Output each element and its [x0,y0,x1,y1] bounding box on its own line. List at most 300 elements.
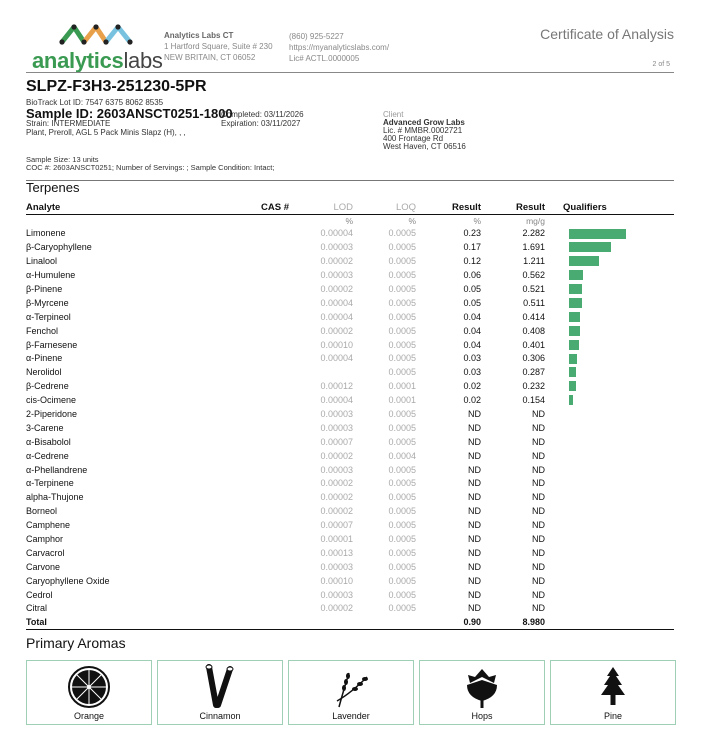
sample-details [26,156,274,172]
empty-cell [353,615,416,629]
loq-value: 0.0005 [388,256,416,267]
total-row [26,615,674,629]
qualifier-cell [545,407,674,421]
lod-value: 0.00007 [320,520,353,531]
page-number: 2 of 5 [652,61,670,68]
lod-value: 0.00002 [320,256,353,267]
cas-number [256,338,289,352]
result-mg: 0.401 [522,339,545,350]
result-pct: 0.04 [463,325,481,336]
result-mg: ND [532,575,545,586]
table-row [26,546,674,560]
loq-value: 0.0005 [388,561,416,572]
product-description: Plant, Preroll, AGL 5 Pack Minis Slapz (H), , , [26,128,186,137]
completed-date: Completed: 03/11/2026 [221,110,304,119]
cas-number [256,532,289,546]
lod-value: 0.00003 [320,422,353,433]
orange-slice-icon [67,665,111,709]
loq-value: 0.0005 [388,547,416,558]
cas-number [256,490,289,504]
result-mg: ND [532,561,545,572]
total-pct: 0.90 [416,615,481,629]
table-row [26,352,674,366]
qualifier-cell [545,296,674,310]
primary-aromas [26,660,676,725]
cas-number [256,310,289,324]
table-row [26,532,674,546]
analyte-name: β-Cedrene [26,381,69,392]
cas-number [256,518,289,532]
lod-value: 0.00002 [320,478,353,489]
result-bar [569,229,626,239]
result-pct: ND [468,603,481,614]
aroma-card-orange [26,660,152,725]
qualifier-cell [545,324,674,338]
result-bar [569,395,573,405]
analyte-name: Limonene [26,228,66,239]
cas-number [256,546,289,560]
total-mg: 8.980 [481,615,545,629]
lod-value: 0.00004 [320,353,353,364]
aroma-label: Cinnamon [199,711,241,721]
lab-phone: (860) 925-5227 [289,32,344,41]
qualifier-cell [545,602,674,616]
aroma-label: Orange [73,711,105,721]
cas-number [256,435,289,449]
loq-value: 0.0005 [388,242,416,253]
section-divider [26,180,674,181]
cas-number [256,379,289,393]
analyte-name: α-Terpineol [26,311,71,322]
column-header-loq: LOQ [353,202,416,214]
lod-value: 0.00010 [320,339,353,350]
cas-number [256,393,289,407]
table-row [26,574,674,588]
qualifier-cell [545,574,674,588]
analyte-name: β-Pinene [26,284,63,294]
table-row [26,588,674,602]
lod-value: 0.00010 [320,575,353,586]
result-pct: 0.03 [463,367,481,378]
result-pct: 0.23 [463,228,481,239]
result-pct: ND [468,506,481,517]
lab-name: Analytics Labs CT [164,31,234,40]
result-pct: 0.05 [463,284,481,294]
logo-wave-icon [58,22,136,48]
loq-value: 0.0005 [388,520,416,531]
lod-value: 0.00003 [320,242,353,253]
result-mg: 1.211 [523,256,545,267]
lod-value: 0.00004 [320,311,353,322]
analyte-name: β-Farnesene [26,339,78,350]
page-header [0,0,702,72]
result-pct: 0.03 [463,353,481,364]
cinnamon-stick-icon [203,663,237,709]
lod-value: 0.00013 [320,547,353,558]
cas-number [256,240,289,254]
qualifier-cell [545,365,674,379]
document-title: Certificate of Analysis [540,26,674,42]
expiration-date: Expiration: 03/11/2027 [221,119,301,128]
table-row [26,310,674,324]
client-label: Client [383,110,404,119]
result-bar [569,354,577,364]
analyte-name: 2-Piperidone [26,409,78,420]
table-row [26,365,674,379]
result-bar [569,256,599,266]
qualifier-cell [545,254,674,268]
analyte-name: α-Phellandrene [26,464,88,475]
lod-value: 0.00002 [320,325,353,336]
lod-value: 0.00002 [320,284,353,294]
lod-value: 0.00002 [320,506,353,517]
table-row [26,268,674,282]
lod-value: 0.00004 [320,395,353,406]
result-mg: 0.154 [522,395,545,406]
result-mg: ND [532,409,545,420]
lod-value: 0.00003 [320,409,353,420]
qualifier-cell [545,490,674,504]
result-pct: ND [468,589,481,600]
lab-info [164,30,273,63]
result-mg: ND [532,422,545,433]
loq-value: 0.0005 [388,478,416,489]
unit-result-pct: % [473,215,481,226]
analyte-name: Cedrol [26,589,53,600]
qualifier-cell [545,435,674,449]
result-mg: ND [532,603,545,614]
qualifier-cell [545,518,674,532]
result-mg: 0.511 [523,297,545,308]
result-pct: 0.06 [463,270,481,281]
analytics-labs-logo [32,22,163,73]
lod-value [289,365,353,379]
cas-number [256,352,289,366]
lod-value: 0.00003 [320,270,353,281]
table-row [26,227,674,241]
result-bar [569,340,579,350]
cas-number [256,504,289,518]
loq-value: 0.0005 [388,436,416,447]
analyte-name: alpha-Thujone [26,492,84,503]
analyte-name: 3-Carene [26,422,64,433]
result-pct: 0.04 [463,339,481,350]
qualifier-cell [545,338,674,352]
result-mg: ND [532,589,545,600]
client-license: Lic. # MMBR.0002721 [383,126,463,135]
header-divider [26,72,674,73]
table-row [26,518,674,532]
loq-value: 0.0005 [388,575,416,586]
loq-value: 0.0005 [388,506,416,517]
cas-number [256,449,289,463]
lab-address-line1: 1 Hartford Square, Suite # 230 [164,42,273,51]
result-pct: ND [468,575,481,586]
result-pct: 0.05 [463,297,481,308]
client-name: Advanced Grow Labs [383,118,465,127]
table-row [26,504,674,518]
unit-loq: % [408,215,416,226]
logo-text-labs: labs [123,48,163,73]
result-mg: ND [532,520,545,531]
aroma-label: Pine [603,711,622,721]
aroma-card-hops [419,660,545,725]
empty-cell [289,615,353,629]
loq-value: 0.0005 [388,603,416,614]
cas-number [256,282,289,296]
analyte-name: α-Pinene [26,353,63,364]
analyte-name: α-Cedrene [26,450,69,461]
column-header-result-pct: Result [416,202,481,214]
lavender-icon [331,667,371,709]
table-row [26,477,674,491]
result-pct: ND [468,464,481,475]
analyte-name: Camphor [26,534,64,545]
lab-address-line2: NEW BRITAIN, CT 06052 [164,53,256,62]
sample-id: Sample ID: 2603ANSCT0251-1800 [26,106,233,121]
result-mg: 0.562 [522,270,545,281]
client-address-line2: West Haven, CT 06516 [383,142,466,151]
result-pct: ND [468,409,481,420]
terpenes-table [26,202,674,630]
empty-cell [545,615,674,629]
qualifier-cell [545,421,674,435]
loq-value: 0.0004 [388,450,416,461]
result-pct: ND [468,478,481,489]
result-bar [569,381,576,391]
table-row [26,296,674,310]
cas-number [256,254,289,268]
qualifier-cell [545,268,674,282]
result-bar [569,326,580,336]
result-pct: 0.02 [463,381,481,392]
result-pct: 0.04 [463,311,481,322]
analyte-name: Camphene [26,520,71,531]
total-label: Total [26,615,256,629]
loq-value: 0.0005 [388,325,416,336]
unit-lod: % [345,215,353,226]
result-mg: ND [532,506,545,517]
loq-value: 0.0005 [388,311,416,322]
result-pct: 0.12 [463,256,481,267]
pine-tree-icon [597,665,629,709]
result-mg: ND [532,547,545,558]
result-bar [569,312,580,322]
qualifier-cell [545,560,674,574]
result-pct: ND [468,436,481,447]
qualifier-cell [545,393,674,407]
strain-info [26,119,186,137]
loq-value: 0.0005 [388,367,416,378]
lab-contact [289,31,389,64]
result-bar [569,270,583,280]
analyte-name: Linalool [26,256,58,267]
table-row [26,379,674,393]
terpenes-section-title: Terpenes [26,180,80,195]
result-bar [569,242,611,252]
qualifier-cell [545,379,674,393]
qualifier-cell [545,504,674,518]
analyte-name: Carvacrol [26,547,65,558]
loq-value: 0.0001 [388,395,416,406]
loq-value: 0.0005 [388,409,416,420]
loq-value: 0.0005 [388,589,416,600]
result-mg: ND [532,464,545,475]
table-row [26,338,674,352]
lod-value: 0.00002 [320,450,353,461]
loq-value: 0.0005 [388,534,416,545]
qualifier-cell [545,463,674,477]
lod-value: 0.00012 [320,381,353,392]
result-pct: ND [468,422,481,433]
result-bar [569,367,576,377]
aroma-card-cinnamon [157,660,283,725]
table-row [26,560,674,574]
result-pct: 0.02 [463,395,481,406]
aroma-card-lavender [288,660,414,725]
lod-value: 0.00007 [320,436,353,447]
analyte-name: α-Bisabolol [26,436,71,447]
table-header-row [26,202,674,214]
loq-value: 0.0005 [388,284,416,294]
result-mg: ND [532,436,545,447]
lod-value: 0.00004 [320,297,353,308]
lod-value: 0.00002 [320,492,353,503]
result-pct: 0.17 [463,242,481,253]
table-row [26,463,674,477]
units-row [26,214,674,227]
table-row [26,324,674,338]
cas-number [256,407,289,421]
result-pct: ND [468,547,481,558]
loq-value: 0.0005 [388,297,416,308]
lod-value: 0.00003 [320,561,353,572]
result-mg: 2.282 [522,228,545,239]
primary-aromas-title: Primary Aromas [26,635,126,651]
qualifier-cell [545,477,674,491]
table-row [26,435,674,449]
analyte-name: cis-Ocimene [26,395,77,406]
lab-license: Lic# ACTL.0000005 [289,54,360,63]
cas-number [256,588,289,602]
cas-number [256,463,289,477]
client-info [383,111,466,151]
result-bar [569,298,582,308]
result-mg: 0.232 [522,381,545,392]
aroma-label: Hops [471,711,493,721]
cas-number [256,421,289,435]
logo-text: analytics [32,48,124,73]
hops-icon [464,667,500,709]
table-row [26,240,674,254]
qualifier-cell [545,352,674,366]
lab-website-link[interactable]: https://myanalyticslabs.com/ [289,43,390,52]
analyte-name: Nerolidol [26,367,62,378]
column-header-result-mg: Result [481,202,545,214]
result-pct: ND [468,492,481,503]
analyte-name: Citral [26,603,48,614]
cas-number [256,227,289,241]
aroma-label: Lavender [332,711,370,721]
result-mg: 0.306 [522,353,545,364]
loq-value: 0.0005 [388,464,416,475]
result-mg: 0.414 [522,311,545,322]
result-pct: ND [468,520,481,531]
result-mg: 0.408 [522,325,545,336]
cas-number [256,574,289,588]
aroma-card-pine [550,660,676,725]
strain: Strain: INTERMEDIATE [26,119,111,128]
result-pct: ND [468,561,481,572]
loq-value: 0.0001 [388,381,416,392]
analyte-name: β-Myrcene [26,297,69,308]
client-address-line1: 400 Frontage Rd [383,134,444,143]
lod-value: 0.00003 [320,589,353,600]
qualifier-cell [545,588,674,602]
lod-value: 0.00002 [320,603,353,614]
loq-value: 0.0005 [388,339,416,350]
result-pct: ND [468,534,481,545]
analyte-name: α-Humulene [26,270,76,281]
result-mg: ND [532,534,545,545]
cas-number [256,324,289,338]
analyte-name: Fenchol [26,325,59,336]
loq-value: 0.0005 [388,353,416,364]
lod-value: 0.00003 [320,464,353,475]
cas-number [256,602,289,616]
table-row [26,393,674,407]
qualifier-cell [545,546,674,560]
result-pct: ND [468,450,481,461]
column-header-lod: LOD [289,202,353,214]
analyte-name: Carvone [26,561,61,572]
empty-cell [256,615,289,629]
unit-result-mg: mg/g [526,215,545,226]
analyte-name: Borneol [26,506,58,517]
table-row [26,490,674,504]
loq-value: 0.0005 [388,228,416,239]
column-header-qualifiers: Qualifiers [545,202,674,214]
result-mg: ND [532,450,545,461]
dates [221,110,304,128]
qualifier-cell [545,227,674,241]
table-row [26,282,674,296]
column-header-cas: CAS # [256,202,289,214]
analyte-name: Caryophyllene Oxide [26,575,110,586]
table-row [26,602,674,616]
lod-value: 0.00001 [320,534,353,545]
column-header-analyte: Analyte [26,202,256,214]
cas-number [256,296,289,310]
analyte-name: α-Terpinene [26,478,74,489]
loq-value: 0.0005 [388,422,416,433]
qualifier-cell [545,532,674,546]
batch-id: SLPZ-F3H3-251230-5PR [26,78,207,95]
result-mg: 1.691 [522,242,545,253]
result-mg: 0.521 [522,284,545,294]
coc-info: COC #: 2603ANSCT0251; Number of Servings: ; Sample Condition: Intact; [26,163,275,172]
loq-value: 0.0005 [388,270,416,281]
cas-number [256,268,289,282]
qualifier-cell [545,282,674,296]
result-bar [569,284,582,294]
cas-number [256,477,289,491]
analyte-name: β-Caryophyllene [26,242,92,253]
loq-value: 0.0005 [388,492,416,503]
table-row [26,421,674,435]
table-row [26,407,674,421]
qualifier-cell [545,449,674,463]
